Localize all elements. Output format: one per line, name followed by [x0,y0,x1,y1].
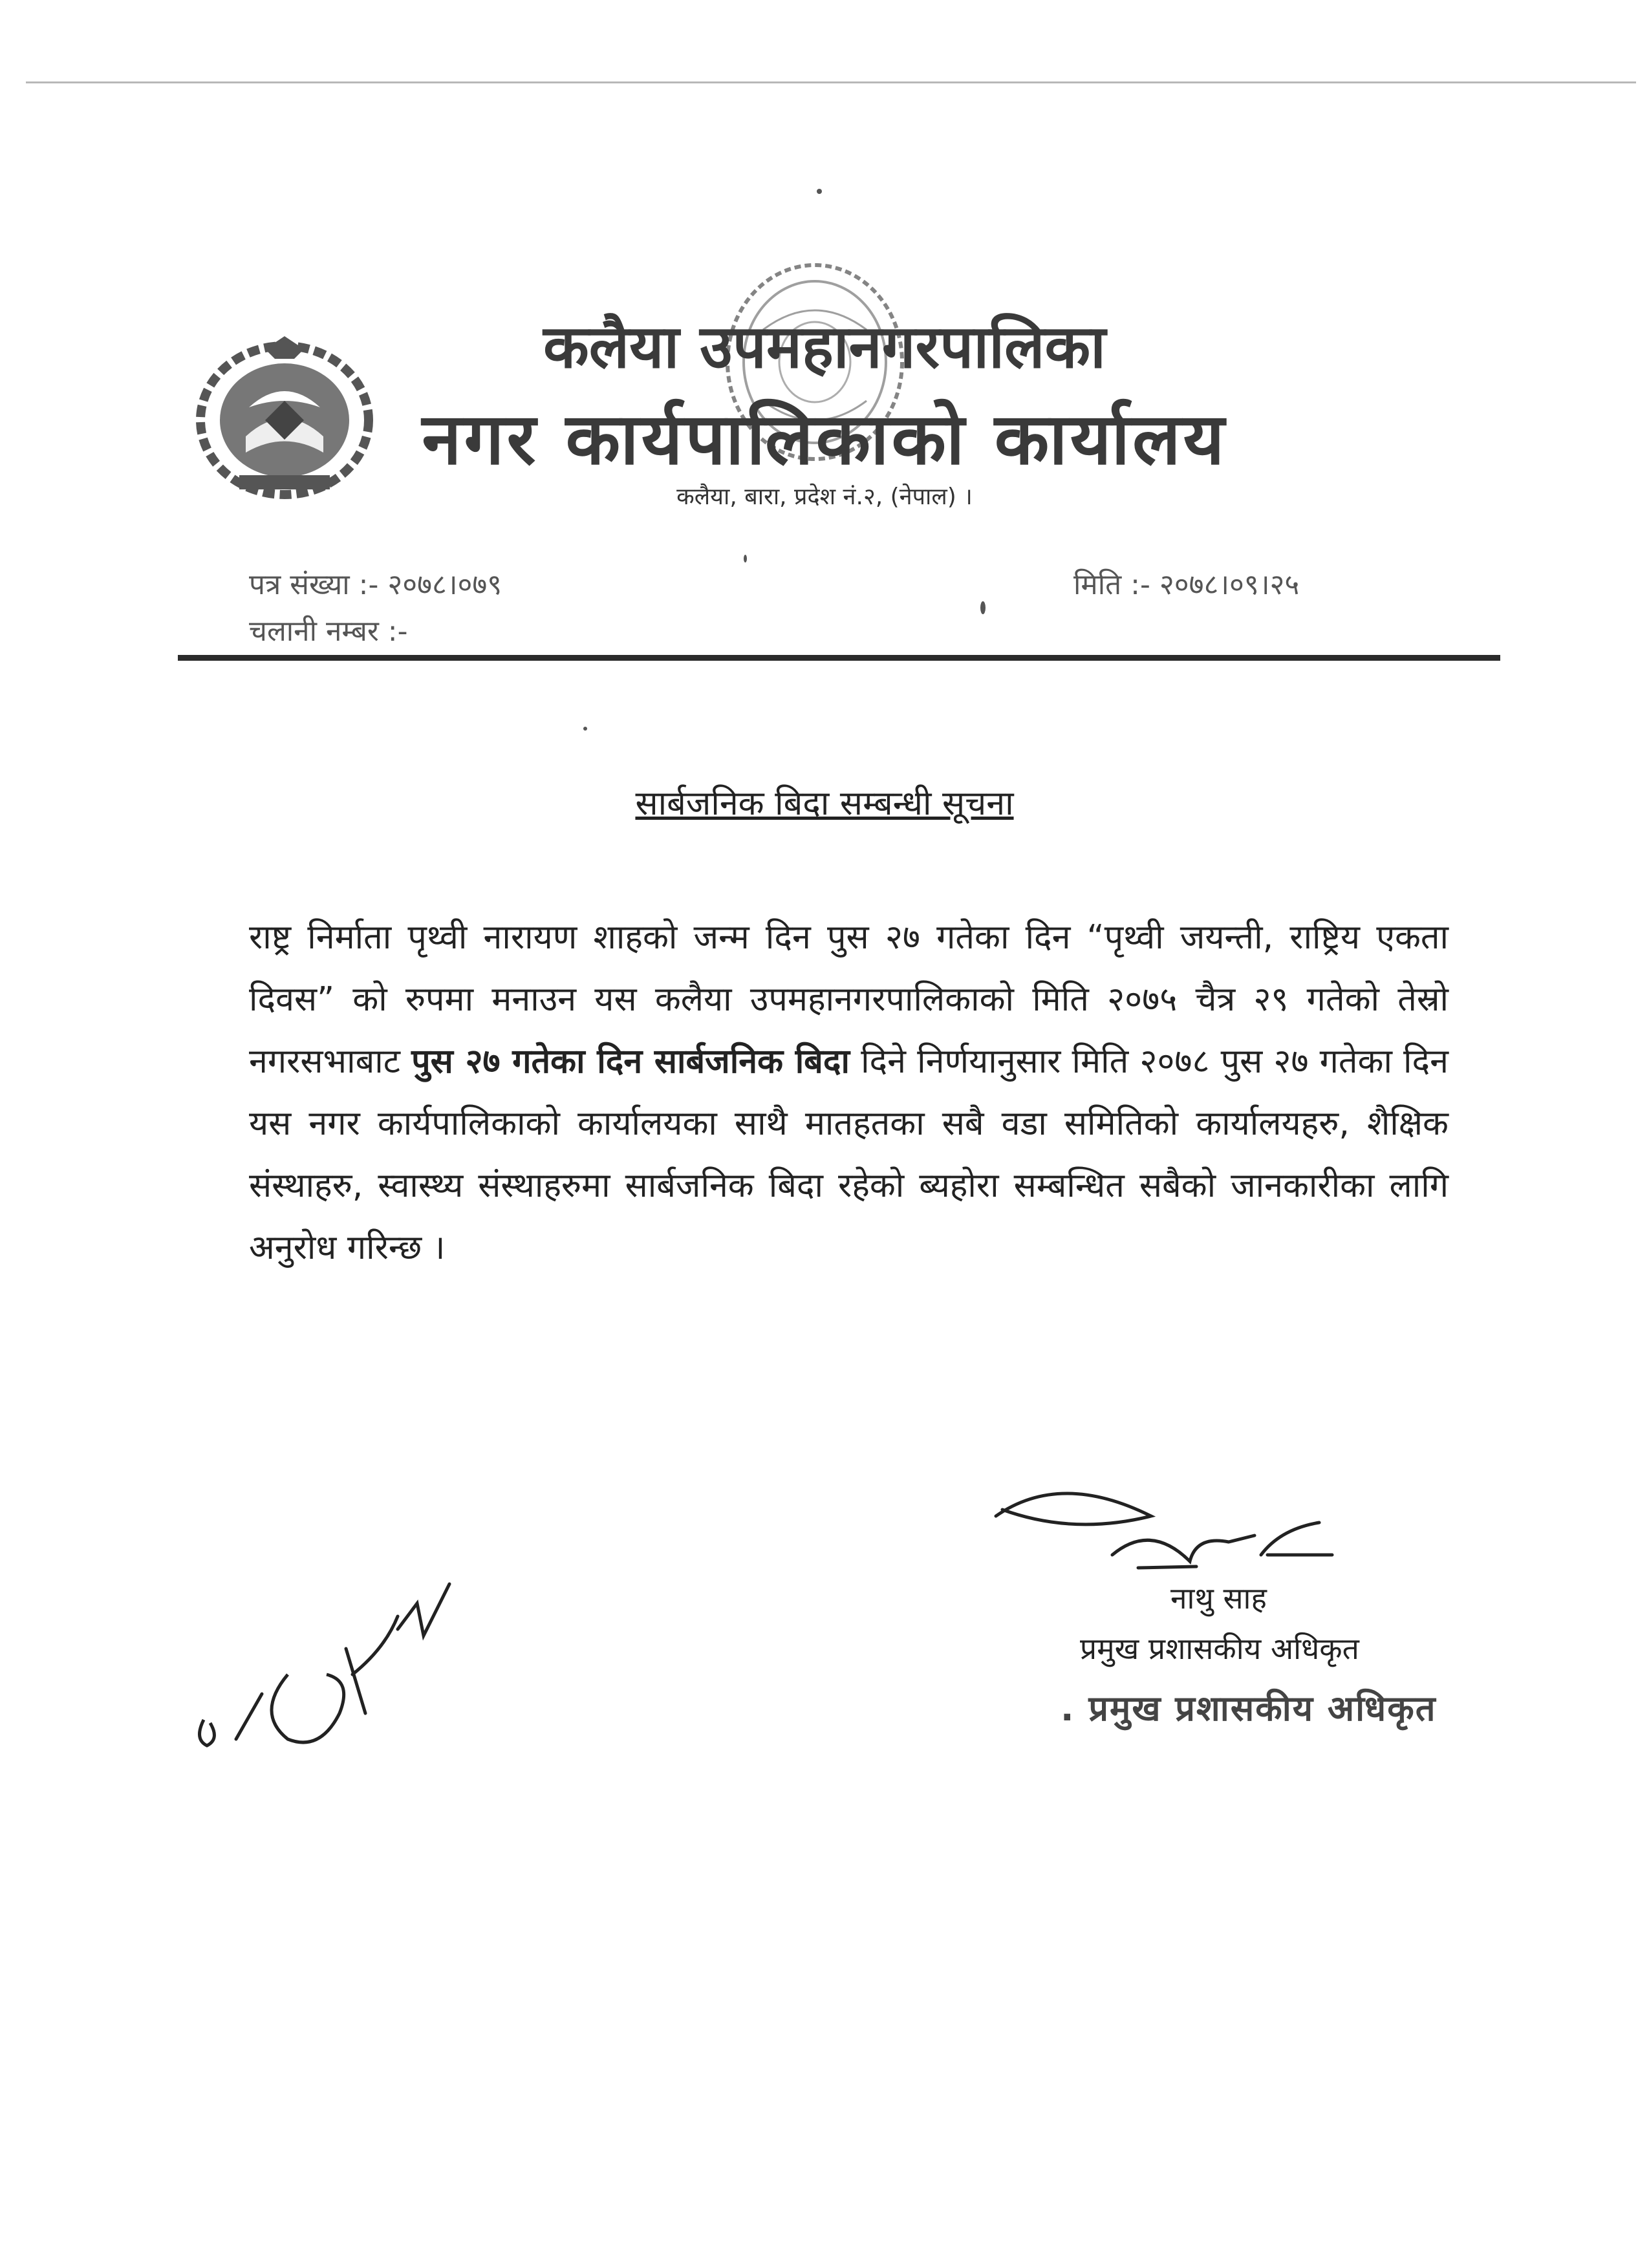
notice-subject: सार्बजनिक बिदा सम्बन्धी सूचना [635,784,1014,823]
scan-speck [980,601,986,614]
signatory-name: नाथु साह [1170,1581,1267,1616]
office-name: नगर कार्यपालिकाको कार्यालय [422,398,1227,480]
letter-date: मिति :- २०७८।०९।२५ [1073,568,1300,601]
notice-body-emphasis: पुस २७ गतेका दिन सार्बजनिक बिदा [411,1042,850,1081]
scan-speck [583,727,587,731]
scan-speck [817,189,822,194]
municipality-name: कलैया उपमहानगरपालिका [543,312,1106,381]
scan-top-edge-line [26,81,1636,83]
office-address: कलैया, बारा, प्रदेश नं.२, (नेपाल) । [676,484,973,510]
handwritten-initial-icon [191,1545,475,1759]
letter-reference-number: पत्र संख्या :- २०७८।०७९ [249,568,502,601]
scan-speck [744,555,747,562]
signature-icon [983,1477,1345,1594]
notice-body-part1: राष्ट्र निर्माता पृथ्वी नारायण शाहको जन्म दिन पुस २७ गतेका दिन “पृथ्वी जयन्ती, राष्ट्रिय एकता दिवस” को रुपमा मनाउन यस कलैया उपमहानगरपालिकाको मिति २०७५ चैत्र २९ गतेको तेस्रो नगरसभाबाट [249,918,1449,1081]
notice-body-part2: दिने निर्णयानुसार मिति २०७८ पुस २७ गतेका दिन यस नगर कार्यपालिकाको कार्यालयका साथै मातहतका सबै वडा समितिको कार्यालयहरु, शैक्षिक संस्थाहरु, स्वास्थ्य संस्थाहरुमा सार्बजनिक बिदा रहेको ब्यहोरा सम्बन्धित सबैको जानकारीका लागि अनुरोध गरिन्छ । [249,1042,1449,1267]
designation-stamp: . प्रमुख प्रशासकीय अधिकृत [1061,1688,1437,1729]
dispatch-number: चलानी नम्बर :- [249,615,408,648]
header-divider [178,655,1500,661]
notice-body [249,906,1449,1279]
signatory-title: प्रमुख प्रशासकीय अधिकृत [1080,1631,1359,1666]
